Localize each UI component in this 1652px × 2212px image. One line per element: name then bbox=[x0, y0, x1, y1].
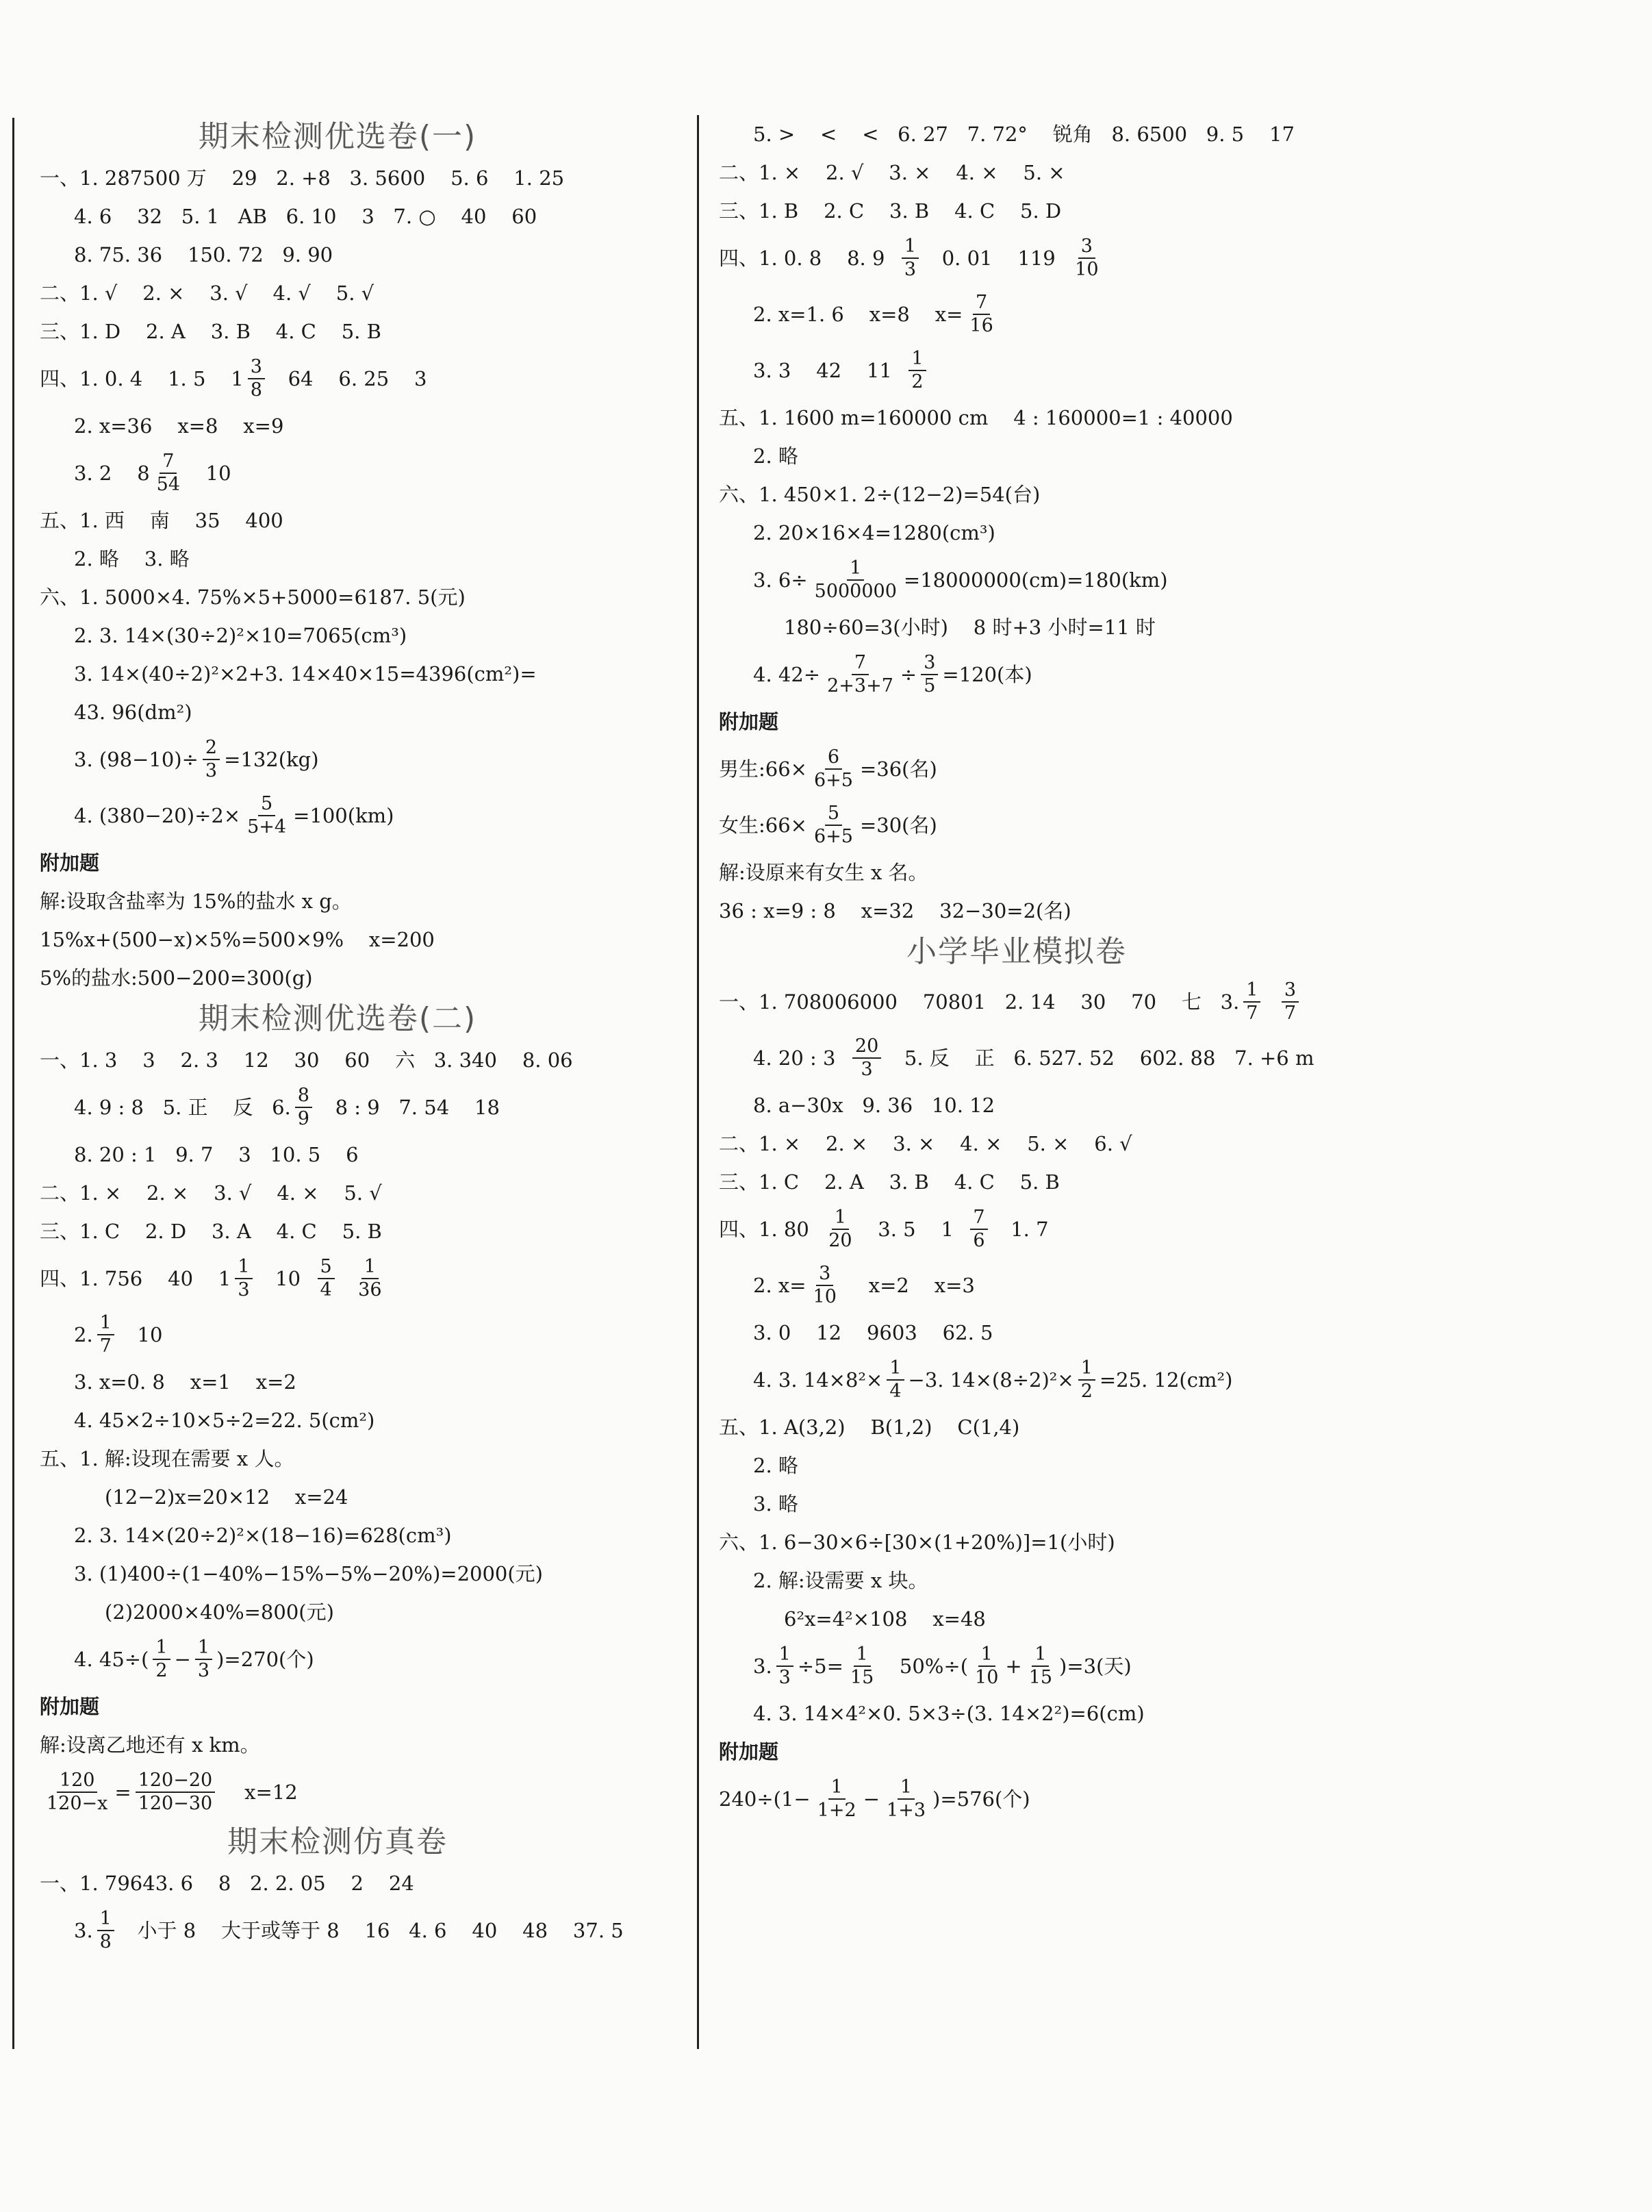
answer-line: 解:设离乙地还有 x km。 bbox=[40, 1733, 260, 1757]
fraction: $\frac{1}{15}$ bbox=[850, 1644, 874, 1688]
fraction: $\frac{1}{2}$ bbox=[153, 1637, 170, 1682]
answer-line: 4. 45÷( $\frac{1}{2}$ − $\frac{1}{3}$ )=270(个) bbox=[74, 1637, 314, 1681]
bonus-heading: 附加题 bbox=[40, 1695, 100, 1718]
answer-line: 2. 3. 14×(20÷2)²×(18−16)=628(cm³) bbox=[74, 1524, 452, 1547]
answer-line: 2. 解:设需要 x 块。 bbox=[753, 1569, 928, 1592]
fraction: $\frac{3}{7}$ bbox=[1282, 979, 1299, 1025]
answer-line: 四、1. 756 40 1 $\frac{1}{3}$ 10 $\frac{5}{4}$ $\frac{1}{36}$ bbox=[40, 1250, 724, 1307]
answer-line: 三、1. B 2. C 3. B 4. C 5. D bbox=[719, 199, 1062, 223]
answer-line: 8. a−30x 9. 36 10. 12 bbox=[753, 1094, 995, 1117]
right-column bbox=[719, 115, 1403, 1827]
answer-line: 五、1. 解:设现在需要 x 人。 bbox=[40, 1447, 294, 1470]
fraction: $\frac{8}{9}$ bbox=[295, 1085, 312, 1130]
answer-line: 一、1. 79643. 6 8 2. 2. 05 2 24 bbox=[40, 1872, 414, 1895]
fraction: $\frac{20}{3}$ bbox=[852, 1035, 881, 1081]
fraction: $\frac{1}{3}$ bbox=[776, 1644, 793, 1689]
fraction: $\frac{1}{10}$ bbox=[975, 1644, 999, 1688]
fraction: $\frac{1}{3}$ bbox=[195, 1637, 212, 1682]
answer-line: 3. 0 12 9603 62. 5 bbox=[753, 1321, 993, 1344]
answer-line: 2. 略 bbox=[753, 444, 798, 468]
fraction: $\frac{1}{8}$ bbox=[97, 1908, 114, 1953]
answer-line: 四、1. 0. 8 8. 9 $\frac{1}{3}$ 0. 01 119 $\frac{3}{10}$ bbox=[719, 230, 1403, 286]
answer-line: 3. 略 bbox=[753, 1492, 798, 1516]
answer-line: 4. 6 32 5. 1 AB 6. 10 3 7. ○ 40 60 bbox=[74, 205, 537, 228]
answer-line: 43. 96(dm²) bbox=[74, 701, 192, 724]
fraction: $\frac{1}{15}$ bbox=[1028, 1644, 1053, 1688]
answer-line: 二、1. × 2. × 3. × 4. × 5. × 6. √ bbox=[719, 1132, 1132, 1155]
answer-line: 4. 20 : 3 $\frac{20}{3}$ 5. 反 正 6. 527. 52 602. 88 7. +6 m bbox=[753, 1035, 1314, 1080]
answer-line: 4. (380−20)÷2× $\frac{5}{5+4}$ =100(km) bbox=[74, 793, 394, 838]
answer-line: 男生:66× $\frac{6}{6+5}$ =36(名) bbox=[719, 746, 937, 791]
answer-line: 240÷(1− $\frac{1}{1+2}$ − $\frac{1}{1+3}$ )=576(个) bbox=[719, 1776, 1030, 1821]
fraction: $\frac{1}{4}$ bbox=[887, 1357, 904, 1403]
answer-line: 三、1. C 2. D 3. A 4. C 5. B bbox=[40, 1220, 382, 1243]
bonus-heading: 附加题 bbox=[40, 851, 100, 875]
answer-line: 一、1. 3 3 2. 3 12 30 60 六 3. 340 8. 06 bbox=[40, 1048, 573, 1072]
fraction: $\frac{2}{3}$ bbox=[203, 737, 220, 782]
answer-line: 一、1. 287500 万 29 2. +8 3. 5600 5. 6 1. 25 bbox=[40, 166, 565, 190]
answer-line: 4. 3. 14×8²× $\frac{1}{4}$ −3. 14×(8÷2)²× $\frac{1}{2}$ =25. 12(cm²) bbox=[753, 1357, 1233, 1402]
answer-line: 6²x=4²×108 x=48 bbox=[784, 1607, 986, 1631]
answer-line: 四、1. 0. 4 1. 5 1 $\frac{3}{8}$ 64 6. 25 3 bbox=[40, 356, 427, 401]
answer-line: 3. 14×(40÷2)²×2+3. 14×40×15=4396(cm²)= bbox=[74, 662, 537, 686]
answer-line: (12−2)x=20×12 x=24 bbox=[105, 1485, 348, 1509]
fraction: $\frac{1}{3}$ bbox=[235, 1256, 252, 1301]
answer-line: 3. 2 8 $\frac{7}{54}$ 10 bbox=[74, 451, 231, 495]
fraction: $\frac{1}{2}$ bbox=[908, 348, 926, 393]
fraction: $\frac{3}{10}$ bbox=[813, 1263, 837, 1307]
fraction: $\frac{7}{6}$ bbox=[970, 1207, 987, 1252]
answer-line: 五、1. 1600 m=160000 cm 4 : 160000=1 : 40000 bbox=[719, 406, 1233, 429]
left-margin-rule bbox=[12, 118, 14, 2049]
answer-line: 一、1. 708006000 70801 2. 14 30 70 七 3. $\frac{1}{7}$ $\frac{3}{7}$ bbox=[719, 974, 1403, 1030]
answer-line: 2. 略 bbox=[753, 1454, 798, 1477]
answer-line: 五、1. A(3,2) B(1,2) C(1,4) bbox=[719, 1416, 1020, 1439]
answer-line: 5%的盐水:500−200=300(g) bbox=[40, 966, 313, 990]
fraction: $\frac{7}{16}$ bbox=[969, 292, 993, 336]
fraction: $\frac{1}{1+3}$ bbox=[887, 1776, 926, 1821]
answer-line: 3. 6÷ $\frac{1}{5000000}$ =18000000(cm)=180(km) bbox=[753, 557, 1168, 602]
answer-line: (2)2000×40%=800(元) bbox=[105, 1600, 334, 1624]
answer-line: 3. 3 42 11 $\frac{1}{2}$ bbox=[719, 342, 1403, 399]
answer-line: 5. > < < 6. 27 7. 72° 锐角 8. 6500 9. 5 17 bbox=[753, 123, 1295, 146]
answer-line: 3. (1)400÷(1−40%−15%−5%−20%)=2000(元) bbox=[74, 1562, 543, 1585]
answer-line: 三、1. C 2. A 3. B 4. C 5. B bbox=[719, 1170, 1060, 1194]
fraction: $\frac{1}{36}$ bbox=[358, 1256, 382, 1300]
answer-line: 180÷60=3(小时) 8 时+3 小时=11 时 bbox=[784, 616, 1156, 639]
fraction: $\frac{1}{7}$ bbox=[97, 1312, 114, 1357]
fraction: $\frac{7}{2+3+7}$ bbox=[827, 652, 893, 696]
fraction: $\frac{3}{10}$ bbox=[1075, 236, 1099, 280]
answer-line: 六、1. 5000×4. 75%×5+5000=6187. 5(元) bbox=[40, 586, 466, 609]
answer-line: 解:设取含盐率为 15%的盐水 x g。 bbox=[40, 890, 352, 913]
fraction: $\frac{6}{6+5}$ bbox=[813, 746, 853, 791]
answer-line: 二、1. × 2. × 3. √ 4. × 5. √ bbox=[40, 1181, 382, 1205]
answer-line: 二、1. √ 2. × 3. √ 4. √ 5. √ bbox=[40, 281, 374, 305]
answer-line: 四、1. 80 $\frac{1}{20}$ 3. 5 1 $\frac{7}{6}$ 1. 7 bbox=[719, 1207, 1049, 1251]
answer-line: 2. x= $\frac{3}{10}$ x=2 x=3 bbox=[753, 1263, 975, 1307]
answer-line: 2. x=36 x=8 x=9 bbox=[74, 414, 284, 438]
fraction: $\frac{1}{3}$ bbox=[902, 236, 919, 281]
fraction: $\frac{120-20}{120-30}$ bbox=[136, 1770, 216, 1815]
fraction: $\frac{1}{2}$ bbox=[1078, 1357, 1095, 1403]
answer-line: 3. x=0. 8 x=1 x=2 bbox=[74, 1370, 296, 1394]
answer-line: 36 : x=9 : 8 x=32 32−30=2(名) bbox=[719, 899, 1071, 922]
answer-line: 五、1. 西 南 35 400 bbox=[40, 509, 283, 532]
answer-line: 2. x=1. 6 x=8 x= $\frac{7}{16}$ bbox=[719, 286, 1403, 342]
answer-line: 二、1. × 2. √ 3. × 4. × 5. × bbox=[719, 161, 1065, 184]
section-title: 期末检测仿真卷 bbox=[227, 1824, 448, 1859]
answer-line: 4. 42÷ $\frac{7}{2+3+7}$ ÷ $\frac{3}{5}$ =120(本) bbox=[753, 652, 1032, 696]
answer-line: 三、1. D 2. A 3. B 4. C 5. B bbox=[40, 320, 381, 343]
fraction: $\frac{1}{20}$ bbox=[828, 1207, 852, 1251]
answer-line: 8. 20 : 1 9. 7 3 10. 5 6 bbox=[74, 1143, 359, 1166]
fraction: $\frac{7}{54}$ bbox=[156, 451, 181, 495]
answer-line: 3. (98−10)÷ $\frac{2}{3}$ =132(kg) bbox=[74, 737, 319, 781]
answer-line: 3. $\frac{1}{8}$ 小于 8 大于或等于 8 16 4. 6 40 48 37. 5 bbox=[74, 1908, 624, 1952]
answer-line: 女生:66× $\frac{5}{6+5}$ =30(名) bbox=[719, 803, 937, 847]
bonus-heading: 附加题 bbox=[719, 710, 779, 733]
answer-line: 六、1. 450×1. 2÷(12−2)=54(台) bbox=[719, 483, 1041, 506]
section-title: 期末检测优选卷(一) bbox=[198, 119, 477, 154]
answer-line: 2. $\frac{1}{7}$ 10 bbox=[74, 1312, 163, 1357]
fraction: $\frac{5}{4}$ bbox=[318, 1256, 335, 1301]
fraction: $\frac{5}{6+5}$ bbox=[813, 803, 853, 847]
answer-line: 4. 9 : 8 5. 正 反 6. $\frac{8}{9}$ 8 : 9 7. 54 18 bbox=[74, 1085, 500, 1129]
answer-line: 2. 略 3. 略 bbox=[74, 547, 190, 570]
answer-line: 解:设原来有女生 x 名。 bbox=[719, 861, 928, 884]
answer-line: 4. 45×2÷10×5÷2=22. 5(cm²) bbox=[74, 1409, 375, 1432]
section-title: 期末检测优选卷(二) bbox=[198, 1001, 477, 1036]
answer-line: 2. 20×16×4=1280(cm³) bbox=[753, 521, 995, 544]
fraction: $\frac{120}{120-x}$ bbox=[47, 1770, 108, 1814]
fraction: $\frac{5}{5+4}$ bbox=[247, 793, 287, 838]
section-title: 小学毕业模拟卷 bbox=[906, 934, 1127, 969]
left-column bbox=[40, 115, 724, 1959]
answer-line: $\frac{120}{120-x}$ = $\frac{120-20}{120-30}$ x=12 bbox=[40, 1764, 724, 1820]
answer-line: 4. 3. 14×4²×0. 5×3÷(3. 14×2²)=6(cm) bbox=[753, 1702, 1145, 1725]
fraction: $\frac{1}{1+2}$ bbox=[817, 1776, 856, 1821]
bonus-heading: 附加题 bbox=[719, 1740, 779, 1763]
answer-line: 2. 3. 14×(30÷2)²×10=7065(cm³) bbox=[74, 624, 407, 647]
answer-line: 8. 75. 36 150. 72 9. 90 bbox=[74, 243, 333, 266]
fraction: $\frac{1}{5000000}$ bbox=[814, 557, 897, 602]
answer-line: 3. $\frac{1}{3}$ ÷5= $\frac{1}{15}$ 50%÷( $\frac{1}{10}$ + $\frac{1}{15}$ )=3(天) bbox=[753, 1644, 1132, 1688]
fraction: $\frac{3}{8}$ bbox=[248, 356, 265, 401]
answer-line: 15%x+(500−x)×5%=500×9% x=200 bbox=[40, 928, 435, 951]
fraction: $\frac{3}{5}$ bbox=[921, 652, 938, 697]
fraction: $\frac{1}{7}$ bbox=[1243, 979, 1260, 1025]
answer-line: 六、1. 6−30×6÷[30×(1+20%)]=1(小时) bbox=[719, 1531, 1115, 1554]
